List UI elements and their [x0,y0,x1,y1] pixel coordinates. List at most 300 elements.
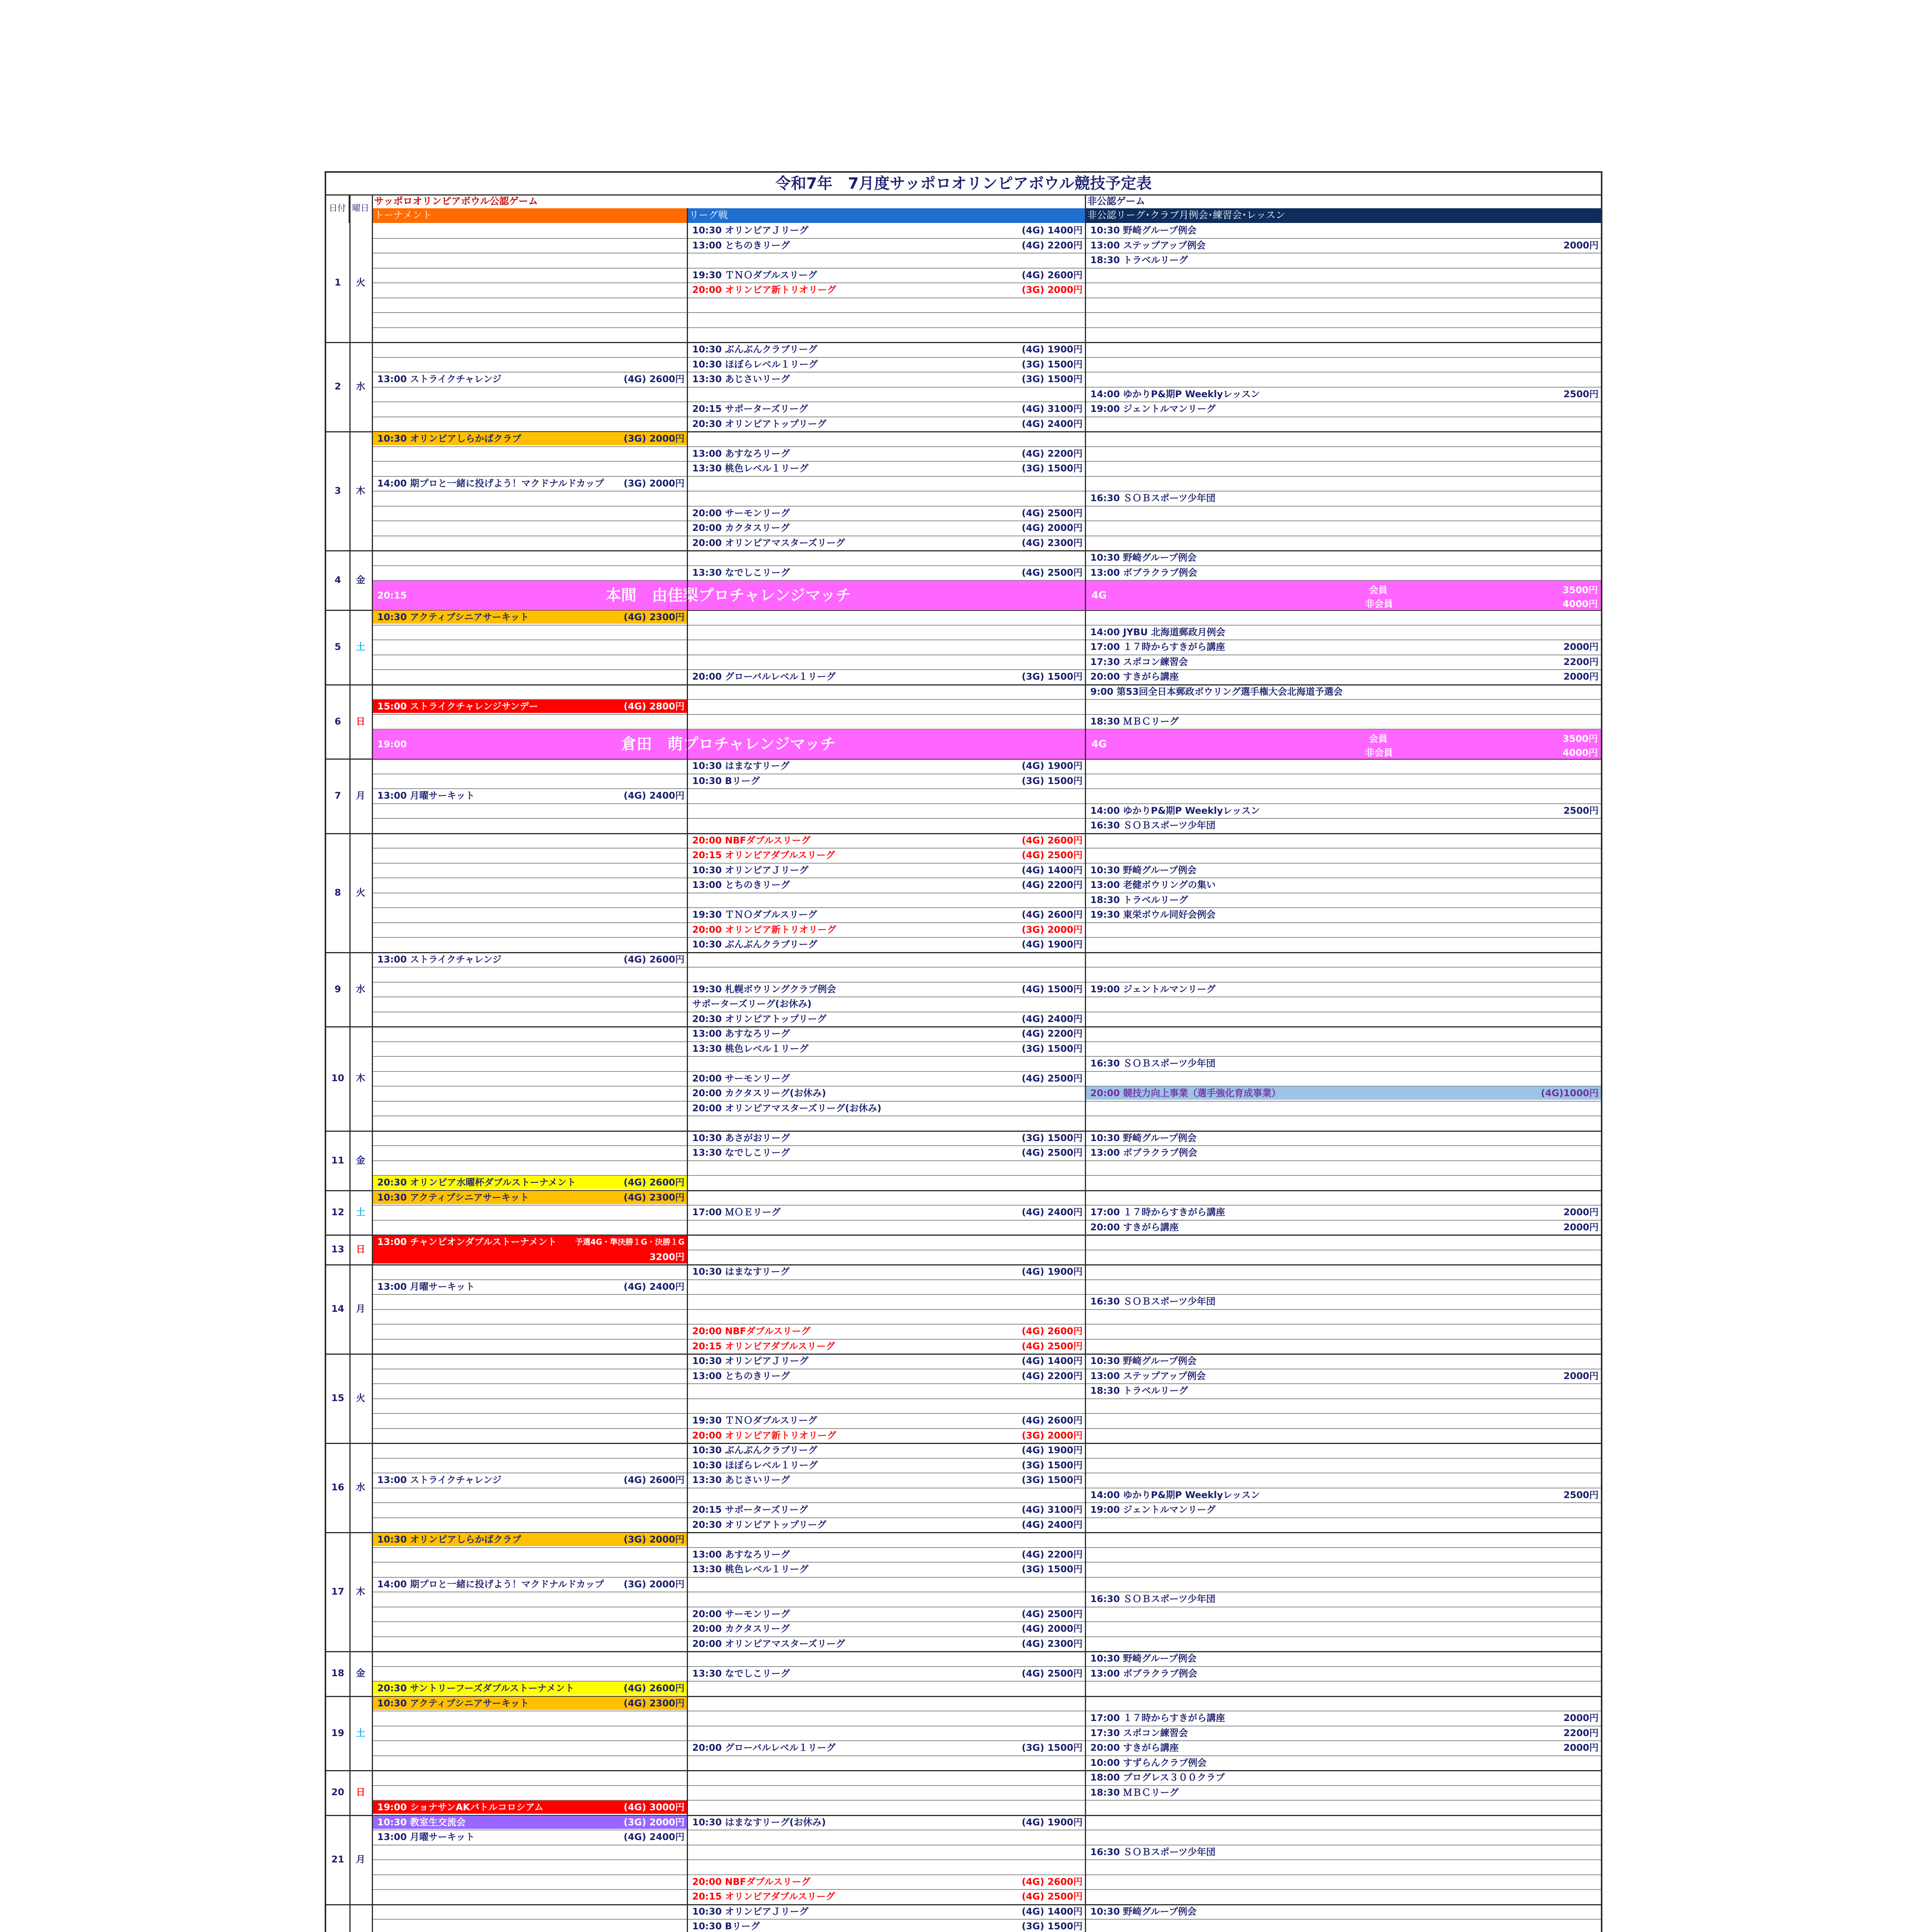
schedule-entry[interactable] [1085,1667,1601,1680]
member-label: 会員 [1369,733,1388,744]
schedule-entry[interactable] [1085,1771,1601,1784]
entry-price: (4G) 2500円 [1021,1608,1083,1619]
schedule-entry[interactable] [687,1087,1085,1100]
schedule-entry[interactable] [687,1265,1085,1278]
entry-price: (4G) 2600円 [1021,1326,1083,1337]
entry-title: 13:00 ストライクチャレンジ [377,954,502,965]
entry-title: 10:30 ぶんぶんクラブリーグ [692,1445,817,1456]
schedule-entry[interactable] [687,372,1085,386]
nonmember-label: 非会員 [1365,599,1393,609]
entry-title: 10:30 Bリーグ [692,1921,760,1932]
schedule-entry[interactable] [687,462,1085,475]
banner-title: 倉田 萌プロチャレンジマッチ [621,735,836,753]
entry-price: 2000円 [1563,1370,1599,1381]
schedule-entry[interactable] [1085,715,1601,728]
schedule-entry[interactable] [372,1250,687,1264]
schedule-entry[interactable] [687,224,1085,237]
weekday-label: 日 [356,1244,365,1255]
entry-title: 16:30 ＳＯＢスポーツ少年団 [1090,1846,1216,1857]
entry-price: (3G) 1500円 [1021,1459,1083,1471]
schedule-entry[interactable] [1085,1756,1601,1769]
schedule-entry[interactable] [372,1280,687,1293]
schedule-entry[interactable] [1085,239,1601,252]
entry-title: 19:00 ジェントルマンリーグ [1090,403,1216,414]
schedule-entry[interactable] [1085,1741,1601,1754]
entry-title: 20:00 すきがら講座 [1090,1221,1179,1233]
schedule-entry[interactable] [1085,819,1601,832]
schedule-entry[interactable] [687,343,1085,356]
entry-price: (3G) 1500円 [1021,463,1083,474]
schedule-entry[interactable] [687,1875,1085,1888]
schedule-entry[interactable] [687,1473,1085,1486]
entry-title: 19:30 東栄ボウル同好会例会 [1090,909,1216,920]
entry-title: 13:00 ボブラクラブ例会 [1090,1668,1197,1679]
schedule-entry[interactable] [372,700,687,713]
entry-title: 19:30 ＴＮＯダブルスリーグ [692,1415,817,1426]
entry-title: 16:30 ＳＯＢスポーツ少年団 [1090,493,1216,503]
entry-title: 10:30 野崎グループ例会 [1090,1355,1197,1366]
row-line [372,1398,1601,1399]
schedule-entry[interactable] [687,1146,1085,1159]
entry-title: 18:30 ＭＢＣリーグ [1090,716,1179,727]
schedule-entry[interactable] [687,1072,1085,1085]
entry-title: 10:30 アクティブシニアサーキット [377,612,529,622]
entry-price: (4G)1000円 [1541,1088,1599,1099]
entry-price: 2000円 [1563,1742,1599,1753]
day-number: 3 [334,485,341,496]
schedule-entry[interactable] [1085,224,1601,237]
schedule-entry[interactable] [687,283,1085,296]
entry-title: 15:00 ストライクチャレンジサンデー [377,701,538,712]
schedule-entry[interactable] [372,1473,687,1486]
schedule-entry[interactable] [372,1801,687,1814]
banner-games: 4G [1091,738,1107,750]
pro-challenge-banner[interactable] [372,730,1601,759]
schedule-entry[interactable] [1085,1131,1601,1145]
schedule-entry[interactable] [372,432,687,445]
entry-price: (4G) 3100円 [1021,1504,1083,1515]
schedule-entry[interactable] [687,834,1085,847]
schedule-entry[interactable] [687,1607,1085,1621]
entry-title: 13:30 桃色レベル１リーグ [692,1043,809,1054]
entry-title: 16:30 ＳＯＢスポーツ少年団 [1090,1296,1216,1307]
entry-title: 10:30 野崎グループ例会 [1090,1132,1197,1143]
schedule-entry[interactable] [687,908,1085,921]
divider [349,194,351,1932]
row-line [372,327,1601,328]
entry-price: (4G) 2300円 [623,612,684,622]
weekday-label: 土 [356,641,365,652]
schedule-entry[interactable] [1085,1384,1601,1397]
member-price: 3500円 [1563,733,1598,744]
schedule-entry[interactable] [687,1131,1085,1145]
entry-title: 10:30 はまなすリーグ [692,1266,790,1277]
schedule-entry[interactable] [372,1191,687,1204]
entry-title: 10:30 野崎グループ例会 [1090,864,1197,876]
day-number: 9 [334,983,341,995]
schedule-entry[interactable] [372,1816,687,1829]
schedule-entry[interactable] [687,1206,1085,1219]
entry-title: 17:00 １７時からすきがら講座 [1090,1207,1225,1218]
entry-price: 2200円 [1563,656,1599,667]
weekday-label: 土 [356,1727,365,1738]
entry-title: 10:30 オリンピアＪリーグ [692,864,809,876]
schedule-entry[interactable] [1085,655,1601,668]
schedule-entry[interactable] [1085,1592,1601,1605]
schedule-entry[interactable] [372,789,687,802]
schedule-entry[interactable] [1085,1087,1601,1100]
schedule-entry[interactable] [1085,1905,1601,1918]
entry-price: (3G) 2000円 [623,433,684,444]
header-unofficial: 非公認ゲーム [1087,196,1146,207]
entry-title: 10:30 教室生交流会 [377,1816,466,1828]
entry-price: (4G) 2400円 [1021,418,1083,429]
schedule-entry[interactable] [1085,1295,1601,1308]
entry-price: (4G) 1900円 [1021,939,1083,950]
schedule-entry[interactable] [687,849,1085,862]
entry-title: 13:00 あすなろリーグ [692,1028,790,1039]
entry-title: 10:30 ぶんぶんクラブリーグ [692,344,817,355]
day-number: 16 [331,1482,344,1493]
schedule-entry[interactable] [687,1548,1085,1561]
entry-price: (4G) 2600円 [623,1475,684,1485]
header-day: 日付 [326,194,349,223]
entry-title: 10:30 野崎グループ例会 [1090,1653,1197,1664]
entry-price: (4G) 2300円 [623,1697,684,1709]
entry-price: 2500円 [1563,1489,1599,1500]
schedule-entry[interactable] [687,269,1085,282]
pro-challenge-banner[interactable] [372,581,1601,610]
entry-title: 20:15 オリンピアダブルスリーグ [692,1340,835,1352]
schedule-entry[interactable] [372,1533,687,1546]
entry-title: 20:00 NBFダブルスリーグ [692,1876,810,1887]
schedule-entry[interactable] [1085,492,1601,505]
day-number: 11 [331,1155,344,1166]
entry-title: 10:30 アクティブシニアサーキット [377,1192,529,1203]
schedule-entry[interactable] [372,1830,687,1844]
weekday-label: 木 [356,485,365,496]
schedule-entry[interactable] [687,1563,1085,1576]
schedule-entry[interactable] [1085,1711,1601,1725]
day-number: 1 [334,277,341,288]
schedule-entry[interactable] [687,1325,1085,1338]
entry-title: 13:30 あじさいリーグ [692,374,790,384]
day-number: 21 [331,1854,344,1865]
entry-price: (3G) 1500円 [1021,1132,1083,1143]
schedule-entry[interactable] [687,759,1085,772]
entry-title: 16:30 ＳＯＢスポーツ少年団 [1090,820,1216,831]
weekday-label: 月 [356,790,365,801]
entry-price: (4G) 2000円 [1021,522,1083,533]
day-number: 13 [331,1244,344,1255]
schedule-entry[interactable] [1085,640,1601,653]
entry-title: 17:00 １７時からすきがら講座 [1090,1713,1225,1723]
schedule-entry[interactable] [1085,1206,1601,1219]
schedule-entry[interactable] [1085,1503,1601,1516]
entry-title: 20:00 NBFダブルスリーグ [692,835,810,846]
schedule-entry[interactable] [1085,1354,1601,1367]
entry-price: (4G) 2500円 [1021,507,1083,519]
entry-title: 13:00 月曜サーキット [377,790,475,801]
entry-title: 10:30 野崎グループ例会 [1090,225,1197,236]
schedule-entry[interactable] [687,1027,1085,1040]
entry-title: 10:30 Bリーグ [692,775,760,786]
entry-title: 13:30 桃色レベル１リーグ [692,1564,809,1575]
entry-title: 20:00 カクタスリーグ [692,1623,790,1634]
schedule-entry[interactable] [1085,626,1601,639]
member-price: 3500円 [1563,585,1598,595]
entry-price: (4G) 2400円 [1021,1013,1083,1024]
entry-title: 20:00 カクタスリーグ(お休み) [692,1088,826,1099]
schedule-entry[interactable] [1085,1652,1601,1665]
schedule-entry[interactable] [372,1682,687,1695]
schedule-entry[interactable] [1085,402,1601,415]
schedule-entry[interactable] [1085,253,1601,267]
entry-title: 13:00 ボブラクラブ例会 [1090,567,1197,578]
schedule-entry[interactable] [687,938,1085,951]
schedule-entry[interactable] [687,1042,1085,1055]
day-number: 19 [331,1727,344,1738]
entry-price: (4G) 1900円 [1021,1816,1083,1828]
entry-price: (3G) 2000円 [1021,284,1083,295]
nonmember-price: 4000円 [1563,747,1598,758]
schedule-entry[interactable] [372,1176,687,1189]
schedule-entry[interactable] [687,1518,1085,1531]
schedule-entry[interactable] [1085,1057,1601,1070]
entry-price: 2000円 [1563,671,1599,682]
entry-price: 2500円 [1563,388,1599,400]
weekday-label: 月 [356,1303,365,1314]
schedule-entry[interactable] [1085,1845,1601,1859]
schedule-entry[interactable] [687,997,1085,1010]
entry-price: (3G) 2000円 [1021,1430,1083,1441]
entry-title: 13:30 桃色レベル１リーグ [692,463,809,474]
entry-title: 13:00 ステップアップ例会 [1090,240,1206,251]
nonmember-price: 4000円 [1563,599,1598,609]
schedule-entry[interactable] [372,611,687,624]
schedule-entry[interactable] [687,1340,1085,1353]
schedule-entry[interactable] [687,1905,1085,1918]
entry-title: 14:00 ゆかりP&期P Weeklyレッスン [1090,388,1260,400]
entry-title: 14:00 ゆかりP&期P Weeklyレッスン [1090,1489,1260,1500]
schedule-entry[interactable] [372,477,687,490]
schedule-entry[interactable] [687,1444,1085,1457]
entry-price: (4G) 2200円 [1021,448,1083,459]
entry-title: 10:30 野崎グループ例会 [1090,552,1197,563]
entry-price: 2000円 [1563,1221,1599,1233]
weekday-label: 金 [356,1668,365,1679]
entry-price: 3200円 [649,1251,684,1262]
entry-price: (3G) 1500円 [1021,359,1083,370]
entry-title: 13:00 チャンピオンダブルストーナメント [377,1236,557,1247]
schedule-entry[interactable] [687,1741,1085,1754]
schedule-entry[interactable] [687,507,1085,520]
entry-price: (4G) 2400円 [1021,1519,1083,1530]
entry-price: (3G) 1500円 [1021,671,1083,682]
schedule-entry[interactable] [1085,1786,1601,1799]
schedule-entry[interactable] [1085,670,1601,683]
day-number: 2 [334,381,341,392]
entry-price: (4G) 1400円 [1021,1355,1083,1366]
entry-title: 19:00 ジェントルマンリーグ [1090,983,1216,995]
header-official: サッポロオリンピアボウル公認ゲーム [374,196,538,207]
schedule-entry[interactable] [687,1890,1085,1903]
schedule-entry[interactable] [687,1816,1085,1829]
divider [372,194,373,1932]
schedule-entry[interactable] [687,1920,1085,1932]
schedule-entry[interactable] [687,983,1085,996]
schedule-entry[interactable] [1085,864,1601,877]
row-line [372,1309,1601,1310]
entry-title: 9:00 第53回全日本郵政ボウリング選手権大会北海道予選会 [1090,686,1343,697]
schedule-entry[interactable] [1085,908,1601,921]
entry-title: 14:00 JYBU 北海道郵政月例会 [1090,626,1226,638]
entry-price: (4G) 2400円 [1021,1207,1083,1218]
schedule-entry[interactable] [372,1578,687,1591]
entry-title: 20:30 オリンピアトップリーグ [692,1519,827,1530]
entry-title: 20:00 オリンピア新トリオリーグ [692,284,836,295]
schedule-entry[interactable] [1085,551,1601,564]
entry-title: 19:30 札幌ボウリングクラブ例会 [692,983,836,995]
entry-title: 14:00 期プロと一緒に投げよう！マクドナルドカップ [377,478,604,489]
schedule-entry[interactable] [687,1667,1085,1680]
entry-price: (4G) 3000円 [623,1802,684,1813]
entry-price: (3G) 1500円 [1021,1475,1083,1485]
entry-price: (4G) 2200円 [1021,1549,1083,1560]
schedule-entry[interactable] [1085,878,1601,891]
schedule-entry[interactable] [687,1637,1085,1650]
schedule-entry[interactable] [687,670,1085,683]
entry-title: 13:30 なでしこリーグ [692,1668,790,1679]
entry-title: 13:00 月曜サーキット [377,1832,475,1842]
entry-price: (4G) 2500円 [1021,1147,1083,1158]
entry-price: (4G) 2300円 [1021,537,1083,548]
weekday-label: 水 [356,983,365,995]
schedule-entry[interactable] [687,1622,1085,1635]
schedule-entry[interactable] [687,864,1085,877]
schedule-entry[interactable] [687,1459,1085,1472]
entry-price: (3G) 1500円 [1021,1043,1083,1054]
schedule-entry[interactable] [687,536,1085,549]
entry-title: 13:30 なでしこリーグ [692,1147,790,1158]
schedule-entry[interactable] [372,953,687,966]
schedule-entry[interactable] [687,1414,1085,1427]
entry-title: 10:30 オリンピアＪリーグ [692,225,809,236]
schedule-entry[interactable] [1085,893,1601,906]
entry-price: (4G) 1900円 [1021,1445,1083,1456]
entry-price: (4G) 2500円 [1021,1668,1083,1679]
entry-price: (3G) 1500円 [1021,1564,1083,1575]
entry-title: 14:00 期プロと一緒に投げよう！マクドナルドカップ [377,1578,604,1590]
schedule-entry[interactable] [687,774,1085,787]
schedule-entry[interactable] [687,1503,1085,1516]
entry-price: (4G) 2600円 [1021,269,1083,281]
entry-price: (4G) 2500円 [1021,1891,1083,1902]
schedule-entry[interactable] [1085,685,1601,698]
entry-title: 13:30 あじさいリーグ [692,1475,790,1485]
entry-price: 2000円 [1563,240,1599,251]
schedule-entry[interactable] [687,1354,1085,1367]
entry-price: (4G) 1400円 [1021,225,1083,236]
schedule-entry[interactable] [687,878,1085,891]
entry-title: 10:30 はまなすリーグ [692,760,790,771]
entry-price: (3G) 1500円 [1021,374,1083,384]
schedule-entry[interactable] [687,1429,1085,1442]
entry-price: (3G) 2000円 [623,1816,684,1828]
entry-title: 10:30 オリンピアＪリーグ [692,1355,809,1366]
schedule-entry[interactable] [1085,566,1601,579]
weekday-label: 月 [356,1854,365,1865]
schedule-entry[interactable] [687,239,1085,252]
schedule-entry[interactable] [687,1102,1085,1115]
schedule-entry[interactable] [1085,388,1601,401]
entry-title: 20:00 オリンピアマスターズリーグ(お休み) [692,1102,882,1114]
weekday-label: 火 [356,1393,365,1403]
entry-price: (4G) 1500円 [1021,983,1083,995]
entry-title: 10:30 オリンピアしらかばクラブ [377,1534,521,1545]
schedule-entry[interactable] [1085,1726,1601,1740]
weekday-label: 日 [356,1787,365,1798]
entry-price: (4G) 2500円 [1021,850,1083,861]
schedule-entry[interactable] [1085,804,1601,817]
schedule-entry[interactable] [1085,1488,1601,1502]
day-number: 5 [334,641,341,652]
entry-title: 20:00 オリンピア新トリオリーグ [692,1430,836,1441]
entry-title: 20:30 オリンピアトップリーグ [692,418,827,429]
schedule-entry[interactable] [687,417,1085,430]
schedule-entry[interactable] [687,521,1085,534]
schedule-entry[interactable] [687,923,1085,936]
schedule-entry[interactable] [372,372,687,386]
entry-title: 19:00 ショナサンAKバトルコロシアム [377,1802,544,1813]
entry-price: (4G) 2300円 [623,1192,684,1203]
schedule-entry[interactable] [687,447,1085,460]
entry-price: (4G) 3100円 [1021,403,1083,414]
entry-price: (4G) 1900円 [1021,760,1083,771]
entry-title: 10:30 ぶんぶんクラブリーグ [692,939,817,950]
entry-price: (4G) 2500円 [1021,567,1083,578]
entry-title: 20:00 カクタスリーグ [692,522,790,533]
weekday-label [349,1904,372,1932]
schedule-entry[interactable] [687,402,1085,415]
entry-price: (4G) 2600円 [623,1683,684,1694]
entry-price: (3G) 2000円 [623,1534,684,1545]
header-weekday: 曜日 [352,204,369,213]
weekday-label: 日 [356,716,365,727]
header-tournament: トーナメント [372,208,687,223]
schedule-entry[interactable] [687,1012,1085,1026]
entry-price: 2000円 [1563,1713,1599,1723]
entry-title: 18:30 トラベルリーグ [1090,1385,1188,1396]
schedule-entry[interactable] [1085,1146,1601,1159]
entry-title: 20:00 グローバルレベル１リーグ [692,1742,836,1753]
entry-title: 20:00 オリンピアマスターズリーグ [692,537,845,548]
schedule-entry[interactable] [687,566,1085,579]
entry-price: (4G) 2000円 [1021,1623,1083,1634]
entry-title: 20:30 サントリーフーズダブルストーナメント [377,1683,574,1694]
schedule-entry[interactable] [1085,1369,1601,1383]
schedule-entry[interactable] [687,358,1085,371]
entry-title: 13:00 老健ボウリングの集い [1090,879,1216,890]
schedule-entry[interactable] [1085,1221,1601,1234]
schedule-entry[interactable] [1085,983,1601,996]
entry-title: 13:00 ストライクチャレンジ [377,1475,502,1485]
weekday-label: 水 [356,1482,365,1493]
schedule-entry[interactable] [687,1369,1085,1383]
entry-price: (3G) 1500円 [1021,1742,1083,1753]
entry-price: (4G) 2300円 [1021,1638,1083,1649]
schedule-entry[interactable] [372,1697,687,1710]
